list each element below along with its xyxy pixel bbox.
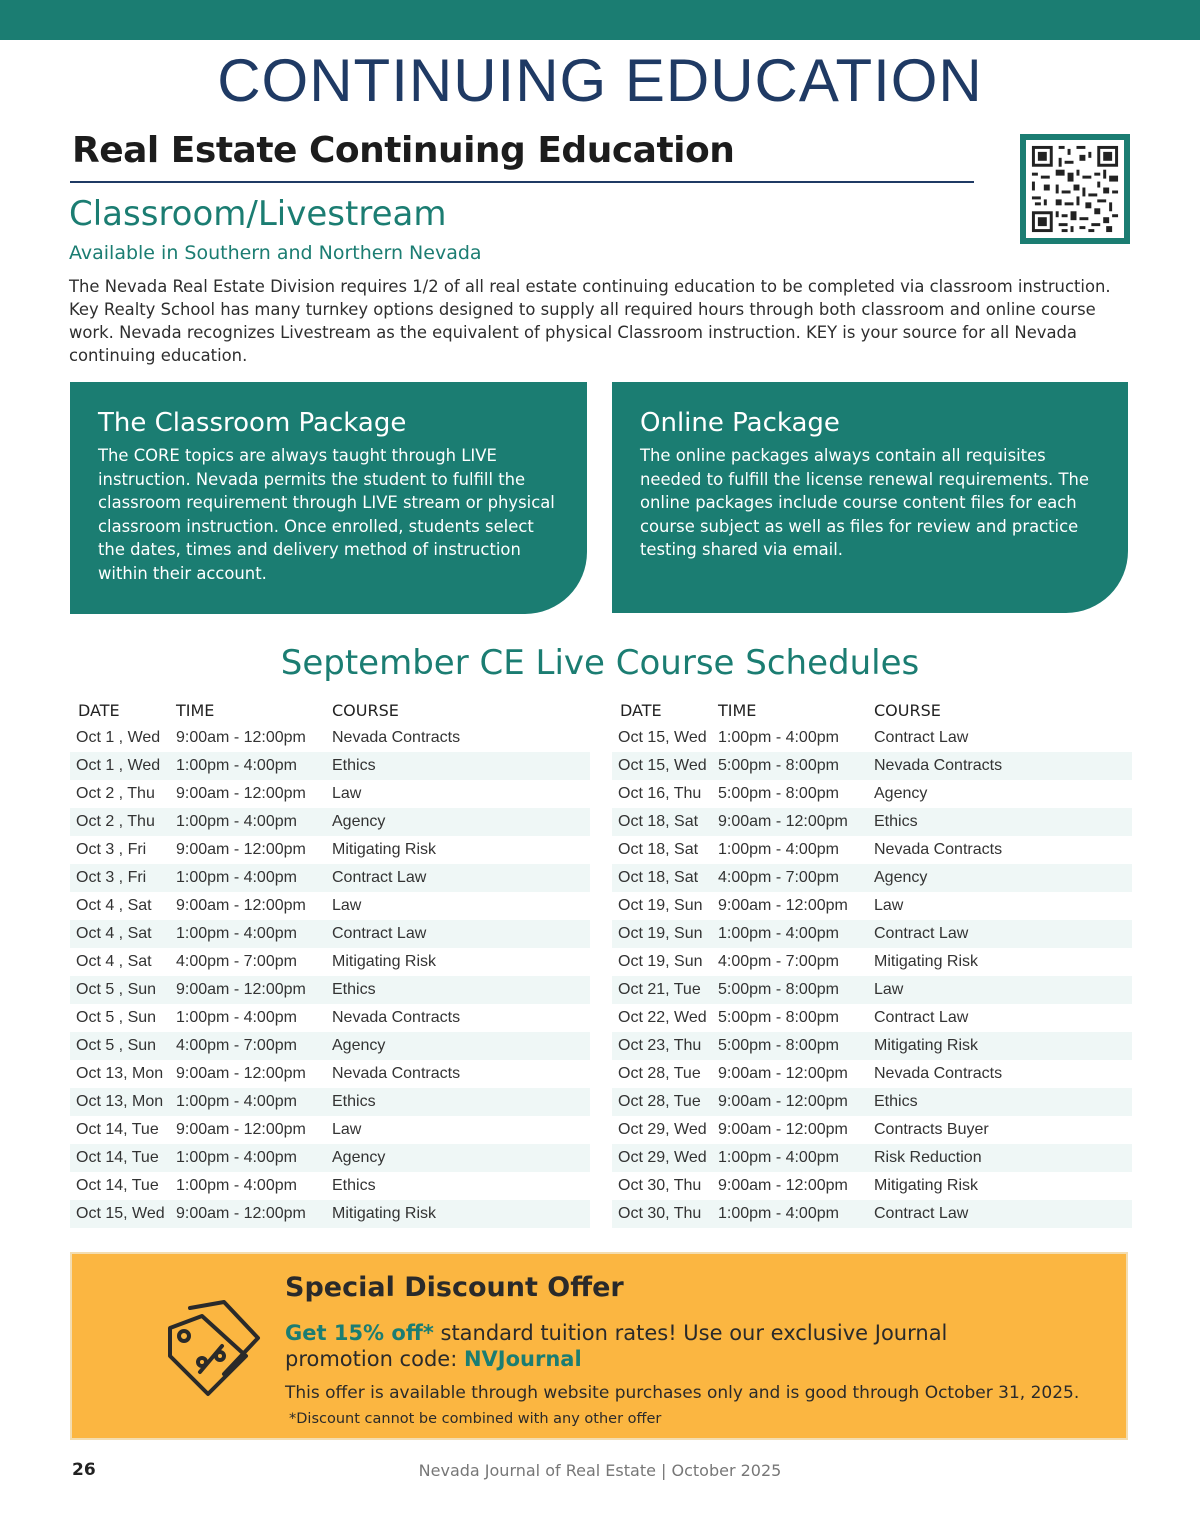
cell-course: Mitigating Risk <box>332 1205 437 1222</box>
cell-date: Oct 14, Tue <box>76 1177 159 1194</box>
cell-time: 9:00am - 12:00pm <box>176 897 306 914</box>
cell-time: 1:00pm - 4:00pm <box>718 841 839 858</box>
cell-date: Oct 5 , Sun <box>76 981 157 998</box>
table-row <box>70 920 590 948</box>
discount-text: standard tuition rates! Use our exclusive Journal promotion code: <box>285 1321 948 1371</box>
section-title: Real Estate Continuing Education <box>72 130 735 171</box>
page-title: CONTINUING EDUCATION <box>217 47 983 114</box>
cell-course: Mitigating Risk <box>874 1037 979 1054</box>
table-row <box>70 1004 590 1032</box>
header-date: DATE <box>620 700 662 720</box>
table-row <box>612 976 1132 1004</box>
cell-time: 9:00am - 12:00pm <box>718 1093 848 1110</box>
cell-course: Mitigating Risk <box>874 953 979 970</box>
cell-time: 4:00pm - 7:00pm <box>176 1037 297 1054</box>
table-row <box>70 1200 590 1228</box>
cell-date: Oct 23, Thu <box>618 1037 702 1054</box>
table-row <box>70 864 590 892</box>
qr-code-icon <box>1026 140 1124 238</box>
cell-date: Oct 14, Tue <box>76 1149 159 1166</box>
online-package-card <box>612 382 1128 613</box>
table-row <box>612 1004 1132 1032</box>
cell-course: Agency <box>332 813 386 830</box>
schedule-table-right <box>612 696 1132 1228</box>
cell-time: 1:00pm - 4:00pm <box>176 757 297 774</box>
cell-course: Ethics <box>332 1177 376 1194</box>
cell-course: Nevada Contracts <box>332 1065 461 1082</box>
table-row <box>70 1088 590 1116</box>
cell-date: Oct 4 , Sat <box>76 953 152 970</box>
table-row <box>70 1144 590 1172</box>
cell-course: Contract Law <box>874 1205 969 1222</box>
cell-time: 9:00am - 12:00pm <box>718 1121 848 1138</box>
schedule-header-row <box>70 696 590 724</box>
cell-date: Oct 13, Mon <box>76 1093 164 1110</box>
discount-main-text <box>285 1320 985 1372</box>
cell-course: Agency <box>874 869 928 886</box>
cell-date: Oct 28, Tue <box>618 1093 701 1110</box>
cell-course: Contract Law <box>332 869 427 886</box>
cell-date: Oct 4 , Sat <box>76 897 152 914</box>
cell-date: Oct 13, Mon <box>76 1065 164 1082</box>
cell-time: 5:00pm - 8:00pm <box>718 981 839 998</box>
cell-date: Oct 4 , Sat <box>76 925 152 942</box>
header-time: TIME <box>176 700 215 720</box>
table-row <box>70 724 590 752</box>
cell-date: Oct 15, Wed <box>618 757 707 774</box>
online-package-title: Online Package <box>640 408 840 438</box>
table-row <box>612 836 1132 864</box>
subtitle-classroom-livestream: Classroom/Livestream <box>69 194 447 234</box>
online-package-body: The online packages always contain all requisites needed to fulfill the license renewal requirements. The online packages include course content files for each course subject as well as files for review and practice testing shared via email. <box>640 446 1089 560</box>
table-row <box>70 892 590 920</box>
cell-time: 1:00pm - 4:00pm <box>176 1093 297 1110</box>
cell-course: Law <box>874 897 904 914</box>
discount-terms: This offer is available through website purchases only and is good through October 31, 2025. <box>285 1383 1080 1403</box>
cell-date: Oct 14, Tue <box>76 1121 159 1138</box>
table-row <box>612 1032 1132 1060</box>
schedule-body-left <box>70 724 590 1228</box>
table-row <box>70 780 590 808</box>
cell-course: Nevada Contracts <box>874 1065 1003 1082</box>
promo-code: NVJournal <box>463 1347 582 1371</box>
cell-course: Agency <box>332 1149 386 1166</box>
footer-publication: Nevada Journal of Real Estate | October 2025 <box>418 1461 782 1480</box>
cell-time: 1:00pm - 4:00pm <box>718 1205 839 1222</box>
table-row <box>612 864 1132 892</box>
cell-course: Law <box>332 1121 362 1138</box>
cell-time: 5:00pm - 8:00pm <box>718 785 839 802</box>
cell-time: 9:00am - 12:00pm <box>176 841 306 858</box>
table-row <box>612 780 1132 808</box>
cell-time: 4:00pm - 7:00pm <box>718 953 839 970</box>
cell-time: 5:00pm - 8:00pm <box>718 757 839 774</box>
schedule-table-left <box>70 696 590 1228</box>
table-row <box>70 1032 590 1060</box>
cell-course: Contract Law <box>874 729 969 746</box>
cell-time: 9:00am - 12:00pm <box>176 1121 306 1138</box>
table-row <box>612 1116 1132 1144</box>
cell-time: 9:00am - 12:00pm <box>718 813 848 830</box>
header-date: DATE <box>78 700 120 720</box>
cell-date: Oct 16, Thu <box>618 785 702 802</box>
cell-course: Nevada Contracts <box>332 729 461 746</box>
cell-date: Oct 3 , Fri <box>76 841 147 858</box>
discount-title: Special Discount Offer <box>285 1272 624 1303</box>
cell-time: 1:00pm - 4:00pm <box>176 813 297 830</box>
table-row <box>612 724 1132 752</box>
cell-date: Oct 21, Tue <box>618 981 701 998</box>
cell-course: Contracts Buyer <box>874 1121 989 1138</box>
cell-course: Law <box>332 897 362 914</box>
cell-time: 4:00pm - 7:00pm <box>176 953 297 970</box>
discount-disclaimer: *Discount cannot be combined with any other offer <box>289 1411 662 1427</box>
table-row <box>612 892 1132 920</box>
header-course: COURSE <box>874 700 941 720</box>
cell-course: Nevada Contracts <box>874 841 1003 858</box>
cell-date: Oct 3 , Fri <box>76 869 147 886</box>
schedule-title: September CE Live Course Schedules <box>280 643 920 683</box>
table-row <box>70 808 590 836</box>
cell-time: 1:00pm - 4:00pm <box>718 1149 839 1166</box>
table-row <box>612 808 1132 836</box>
classroom-package-body: The CORE topics are always taught through LIVE instruction. Nevada permits the student to fulfill the classroom requirement through LIVE stream or physical classroom instruction. Once enrolled, students select the dates, times and delivery method of instruction within their account. <box>98 446 555 583</box>
cell-time: 9:00am - 12:00pm <box>176 981 306 998</box>
cell-time: 1:00pm - 4:00pm <box>718 729 839 746</box>
cell-time: 1:00pm - 4:00pm <box>176 1009 297 1026</box>
table-row <box>70 752 590 780</box>
discount-offer-box <box>70 1252 1128 1440</box>
table-row <box>612 752 1132 780</box>
cell-date: Oct 2 , Thu <box>76 785 155 802</box>
cell-course: Ethics <box>332 981 376 998</box>
cell-date: Oct 5 , Sun <box>76 1009 157 1026</box>
cell-course: Ethics <box>332 1093 376 1110</box>
cell-time: 9:00am - 12:00pm <box>176 1205 306 1222</box>
table-row <box>70 948 590 976</box>
cell-date: Oct 18, Sat <box>618 869 699 886</box>
cell-date: Oct 30, Thu <box>618 1205 702 1222</box>
page-number: 26 <box>72 1460 96 1480</box>
cell-time: 1:00pm - 4:00pm <box>718 925 839 942</box>
cell-date: Oct 15, Wed <box>76 1205 165 1222</box>
cell-course: Mitigating Risk <box>874 1177 979 1194</box>
cell-time: 1:00pm - 4:00pm <box>176 1149 297 1166</box>
cell-time: 9:00am - 12:00pm <box>718 897 848 914</box>
cell-course: Ethics <box>874 813 918 830</box>
cell-date: Oct 22, Wed <box>618 1009 707 1026</box>
table-row <box>70 1172 590 1200</box>
cell-time: 9:00am - 12:00pm <box>176 729 306 746</box>
cell-course: Mitigating Risk <box>332 953 437 970</box>
cell-date: Oct 30, Thu <box>618 1177 702 1194</box>
availability-note: Available in Southern and Northern Nevada <box>69 242 482 264</box>
cell-time: 5:00pm - 8:00pm <box>718 1009 839 1026</box>
cell-course: Law <box>874 981 904 998</box>
cell-course: Agency <box>874 785 928 802</box>
cell-date: Oct 29, Wed <box>618 1121 707 1138</box>
table-row <box>70 836 590 864</box>
cell-course: Nevada Contracts <box>874 757 1003 774</box>
cell-time: 9:00am - 12:00pm <box>176 1065 306 1082</box>
cell-course: Contract Law <box>874 925 969 942</box>
cell-course: Law <box>332 785 362 802</box>
cell-date: Oct 2 , Thu <box>76 813 155 830</box>
cell-date: Oct 5 , Sun <box>76 1037 157 1054</box>
cell-course: Nevada Contracts <box>332 1009 461 1026</box>
table-row <box>612 920 1132 948</box>
cell-date: Oct 1 , Wed <box>76 757 161 774</box>
cell-time: 9:00am - 12:00pm <box>176 785 306 802</box>
header-course: COURSE <box>332 700 399 720</box>
table-row <box>612 1088 1132 1116</box>
table-row <box>612 1172 1132 1200</box>
table-row <box>612 1144 1132 1172</box>
schedule-header-row <box>612 696 1132 724</box>
cell-time: 1:00pm - 4:00pm <box>176 1177 297 1194</box>
cell-date: Oct 18, Sat <box>618 813 699 830</box>
intro-paragraph: The Nevada Real Estate Division requires 1/2 of all real estate continuing education to be completed via classroom instruction. Key Realty School has many turnkey options designed to supply all required hours through both classroom and online course work. Nevada recognizes Livestream as the equivalent of physical Classroom instruction. KEY is your source for all Nevada continuing education. <box>69 277 1111 365</box>
table-row <box>70 976 590 1004</box>
cell-date: Oct 19, Sun <box>618 925 703 942</box>
section-divider <box>70 181 974 183</box>
discount-tag-icon <box>162 1294 272 1404</box>
cell-date: Oct 19, Sun <box>618 953 703 970</box>
cell-course: Contract Law <box>332 925 427 942</box>
table-row <box>612 1200 1132 1228</box>
table-row <box>612 948 1132 976</box>
classroom-package-title: The Classroom Package <box>98 408 407 438</box>
cell-time: 9:00am - 12:00pm <box>718 1177 848 1194</box>
cell-date: Oct 28, Tue <box>618 1065 701 1082</box>
cell-course: Ethics <box>874 1093 918 1110</box>
cell-time: 4:00pm - 7:00pm <box>718 869 839 886</box>
classroom-package-card <box>70 382 587 614</box>
cell-time: 1:00pm - 4:00pm <box>176 925 297 942</box>
cell-course: Ethics <box>332 757 376 774</box>
cell-time: 9:00am - 12:00pm <box>718 1065 848 1082</box>
header-time: TIME <box>718 700 757 720</box>
cell-course: Risk Reduction <box>874 1149 982 1166</box>
discount-highlight: Get 15% off* <box>285 1321 434 1345</box>
schedule-body-right <box>612 724 1132 1228</box>
cell-date: Oct 19, Sun <box>618 897 703 914</box>
cell-date: Oct 18, Sat <box>618 841 699 858</box>
top-banner-bar <box>0 0 1200 40</box>
cell-course: Mitigating Risk <box>332 841 437 858</box>
table-row <box>612 1060 1132 1088</box>
table-row <box>70 1116 590 1144</box>
cell-date: Oct 1 , Wed <box>76 729 161 746</box>
cell-time: 1:00pm - 4:00pm <box>176 869 297 886</box>
table-row <box>70 1060 590 1088</box>
cell-course: Contract Law <box>874 1009 969 1026</box>
cell-course: Agency <box>332 1037 386 1054</box>
cell-time: 5:00pm - 8:00pm <box>718 1037 839 1054</box>
cell-date: Oct 15, Wed <box>618 729 707 746</box>
cell-date: Oct 29, Wed <box>618 1149 707 1166</box>
qr-code[interactable] <box>1020 134 1130 244</box>
